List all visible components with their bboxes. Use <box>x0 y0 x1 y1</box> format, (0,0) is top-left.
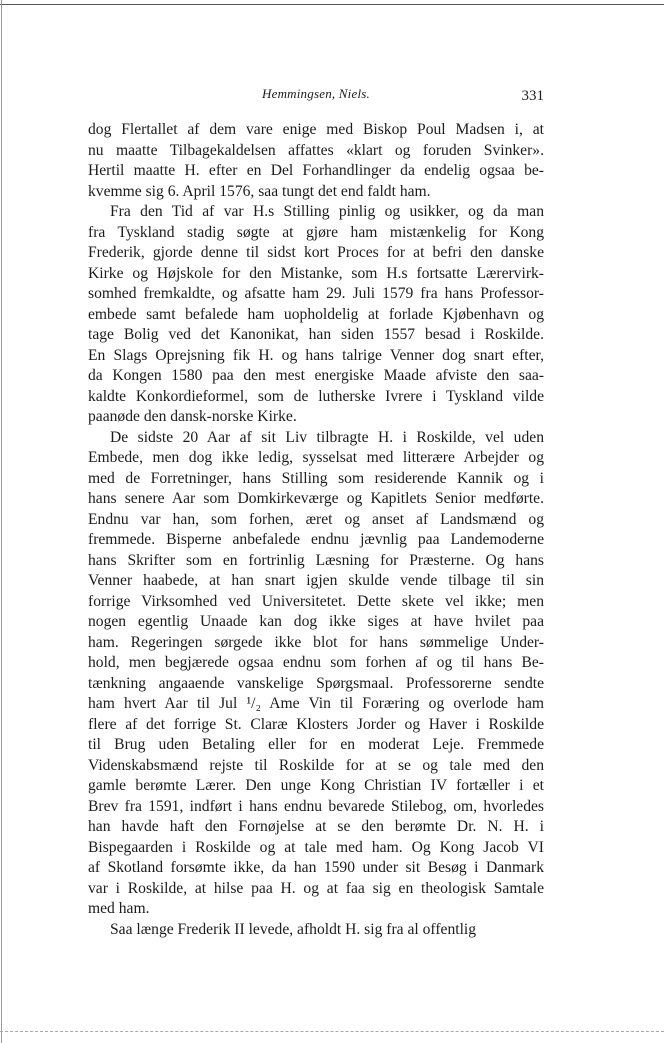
text-line: embede samt befalede ham uopholdelig at forlade Kjøbenhavn og <box>88 305 544 323</box>
text-line: dog Flertallet af dem vare enige med Biskop Poul Madsen i, at <box>88 121 544 138</box>
text-line: Fra den Tid af var H.s Stilling pinlig og usikker, og da man <box>110 203 544 220</box>
text-line: nogen egentlig Unaade kan dog ikke siges at have hvilet paa <box>88 613 544 630</box>
body-text <box>88 120 544 940</box>
text-line: han havde haft den Fornøjelse at se den berømte Dr. N. H. i <box>88 818 544 835</box>
text-line: Videnskabsmænd rejste til Roskilde for at se og tale med den <box>88 756 544 774</box>
paragraph <box>88 920 544 941</box>
text-line: fra Tyskland stadig søgte at gjøre ham mistænkelig for Kong <box>88 223 544 241</box>
text-line: var i Roskilde, at hilse paa H. og at faa sig en theologisk Samtale <box>88 879 544 897</box>
text-line: Bispegaarden i Roskilde og at tale med ham. Og Kong Jacob VI <box>88 838 544 856</box>
page-number: 331 <box>521 88 544 104</box>
running-head: Hemmingsen, Niels. <box>262 86 370 101</box>
text-line: nu maatte Tilbagekaldelsen affattes «klart og foruden Svinker». <box>88 141 544 159</box>
text-line: kaldte Konkordieformel, som de lutherske Ivrere i Tyskland vilde <box>88 387 544 405</box>
text-line: forrige Virksomhed ved Universitetet. Dette skete vel ikke; men <box>88 592 544 610</box>
text-line: Embede, men dog ikke ledig, sysselsat med litterære Arbejder og <box>88 449 544 466</box>
text-line: hold, men begjærede ogsaa endnu som forhen af og til hans Be- <box>88 654 544 671</box>
text-line: med de Forretninger, hans Stilling som residerende Kannik og i <box>88 469 544 487</box>
text-line: ham hvert Aar til Jul ¹/₂ Ame Vin til Foræring og overlode ham <box>88 695 544 712</box>
text-line: da Kongen 1580 paa den mest energiske Maade afviste den saa- <box>88 367 544 384</box>
text-line: De sidste 20 Aar af sit Liv tilbragte H. i Roskilde, vel uden <box>110 428 544 446</box>
text-line: af Skotland forsømte ikke, da han 1590 under sit Besøg i Danmark <box>88 859 544 876</box>
text-line: somhed fremkaldte, og afsatte ham 29. Juli 1579 fra hans Professor- <box>88 285 544 302</box>
paragraph <box>88 428 544 920</box>
text-line: fremmede. Bisperne anbefalede endnu jævnlig paa Landemoderne <box>88 531 544 548</box>
text-line: paanøde den dansk-norske Kirke. <box>88 408 297 425</box>
text-line: Saa længe Frederik II levede, afholdt H. sig fra al offentlig <box>110 920 477 938</box>
page-header <box>88 86 544 108</box>
text-line: Endnu var han, som forhen, æret og anset af Landsmænd og <box>88 510 544 528</box>
paragraph <box>88 202 544 428</box>
text-line: kvemme sig 6. April 1576, saa tungt det end faldt ham. <box>88 182 431 200</box>
text-line: En Slags Oprejsning fik H. og hans talrige Venner dog snart efter, <box>88 346 544 364</box>
text-line: ham. Regeringen sørgede ikke blot for hans sømmelige Under- <box>88 633 544 651</box>
text-line: Venner haabede, at han snart igjen skulde vende tilbage til sin <box>88 572 544 589</box>
text-line: gamle berømte Lærer. Den unge Kong Christian IV fortæller i et <box>88 777 544 794</box>
text-line: hans Skrifter som en fortrinlig Læsning for Præsterne. Og hans <box>88 551 544 569</box>
text-line: med ham. <box>88 900 150 917</box>
text-line: tage Bolig ved det Kanonikat, han siden 1557 besad i Roskilde. <box>88 326 544 343</box>
text-line: til Brug uden Betaling eller for en moderat Leje. Fremmede <box>88 736 544 753</box>
top-edge-rule <box>0 4 664 5</box>
left-edge-rule <box>1 0 2 1043</box>
text-line: Kirke og Højskole for den Mistanke, som H.s fortsatte Lærervirk- <box>88 264 544 282</box>
text-line: flere af det forrige St. Claræ Klosters Jorder og Haver i Roskilde <box>88 715 544 733</box>
text-line: Frederik, gjorde denne til sidst kort Proces for at befri den danske <box>88 244 544 261</box>
paragraph <box>88 120 544 202</box>
text-line: tænkning angaaende vanskelige Spørgsmaal. Professorerne sendte <box>88 674 544 692</box>
bottom-edge-rule <box>0 1031 664 1032</box>
text-line: Brev fra 1591, indført i hans endnu bevarede Stilebog, om, hvorledes <box>88 797 544 815</box>
text-line: hans senere Aar som Domkirkeværge og Kapitlets Senior medførte. <box>88 490 544 507</box>
text-line: Hertil maatte H. efter en Del Forhandlinger da endelig ogsaa be- <box>88 162 544 179</box>
